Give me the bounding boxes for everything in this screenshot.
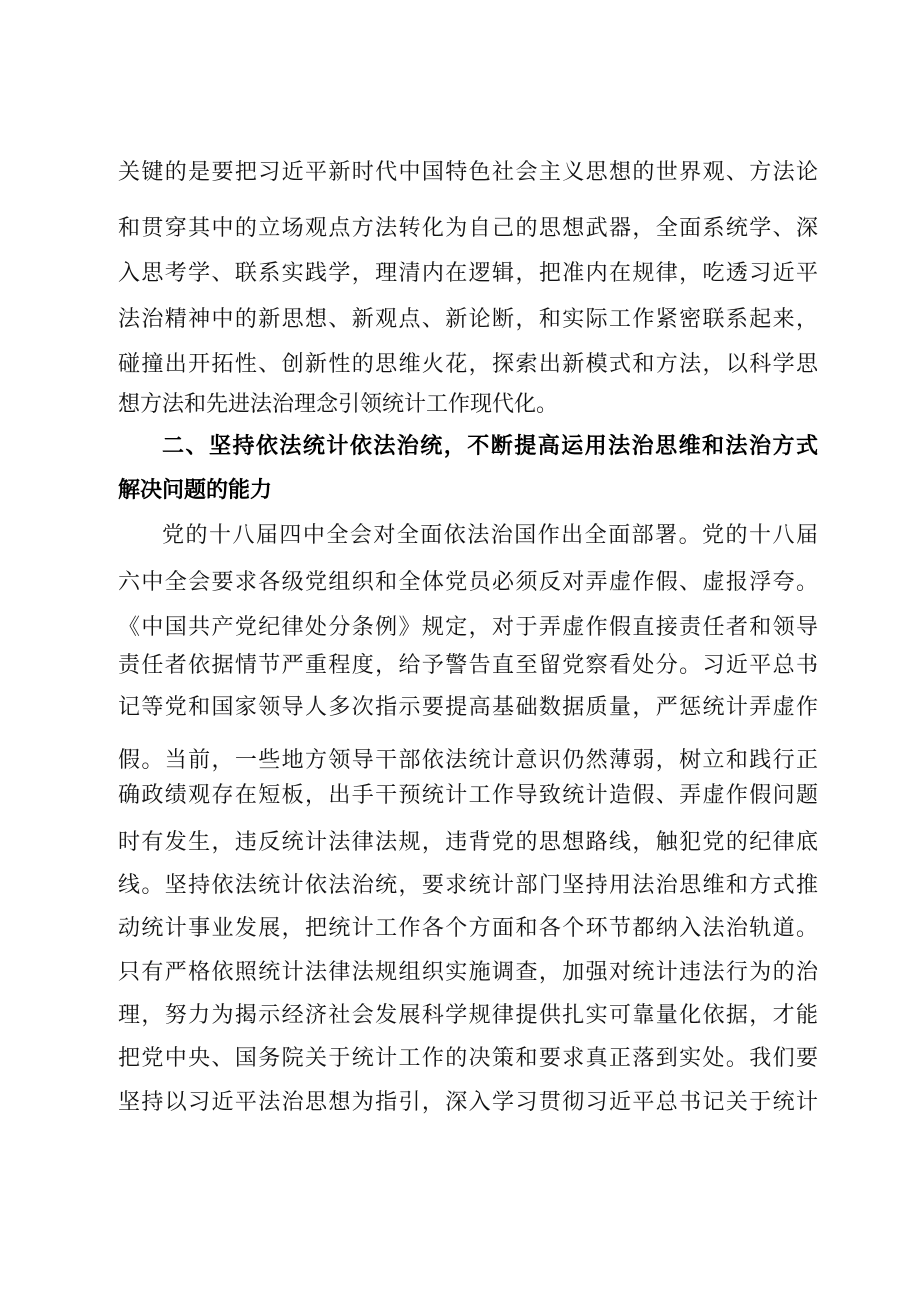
section-heading-line: 解决问题的能力 <box>118 478 273 503</box>
paragraph-1-line: 入思考学、联系实践学，理清内在逻辑，把准内在规律，吃透习近平 <box>118 261 818 286</box>
paragraph-2-line: 责任者依据情节严重程度，给予警告直至留党察看处分。习近平总书 <box>118 653 818 678</box>
paragraph-2-line: 只有严格依照统计法律法规组织实施调查，加强对统计违法行为的治 <box>118 960 818 985</box>
paragraph-2-line: 坚持以习近平法治思想为指引，深入学习贯彻习近平总书记关于统计 <box>118 1090 818 1115</box>
section-heading-line: 二、坚持依法统计依法治统，不断提高运用法治思维和法治方式 <box>162 434 818 459</box>
paragraph-2-line: 记等党和国家领导人多次指示要提高基础数据质量，严惩统计弄虚作 <box>118 695 818 720</box>
paragraph-1-line: 法治精神中的新思想、新观点、新论断，和实际工作紧密联系起来， <box>118 307 818 332</box>
paragraph-1-line: 关键的是要把习近平新时代中国特色社会主义思想的世界观、方法论 <box>118 160 818 185</box>
paragraph-1-line: 碰撞出开拓性、创新性的思维火花，探索出新模式和方法，以科学思 <box>118 352 818 377</box>
paragraph-2-line: 理，努力为揭示经济社会发展科学规律提供扎实可靠量化依据，才能 <box>118 1003 818 1028</box>
paragraph-2-line: 六中全会要求各级党组织和全体党员必须反对弄虚作假、虚报浮夸。 <box>118 570 818 595</box>
paragraph-2-line: 线。坚持依法统计依法治统，要求统计部门坚持用法治思维和方式推 <box>118 873 818 898</box>
paragraph-2-line: 时有发生，违反统计法律法规，违背党的思想路线，触犯党的纪律底 <box>118 830 818 855</box>
paragraph-2-line: 党的十八届四中全会对全面依法治国作出全面部署。党的十八届 <box>162 523 818 548</box>
paragraph-2-line: 动统计事业发展，把统计工作各个方面和各个环节都纳入法治轨道。 <box>118 916 818 941</box>
paragraph-2-line: 确政绩观存在短板，出手干预统计工作导致统计造假、弄虚作假问题 <box>118 783 818 808</box>
paragraph-1-line: 想方法和先进法治理念引领统计工作现代化。 <box>118 392 559 417</box>
paragraph-2-line: 《中国共产党纪律处分条例》规定，对于弄虚作假直接责任者和领导 <box>118 615 818 640</box>
paragraph-1-line: 和贯穿其中的立场观点方法转化为自己的思想武器，全面系统学、深 <box>118 216 818 241</box>
paragraph-2-line: 假。当前，一些地方领导干部依法统计意识仍然薄弱，树立和践行正 <box>118 748 818 773</box>
paragraph-2-line: 把党中央、国务院关于统计工作的决策和要求真正落到实处。我们要 <box>118 1046 818 1071</box>
